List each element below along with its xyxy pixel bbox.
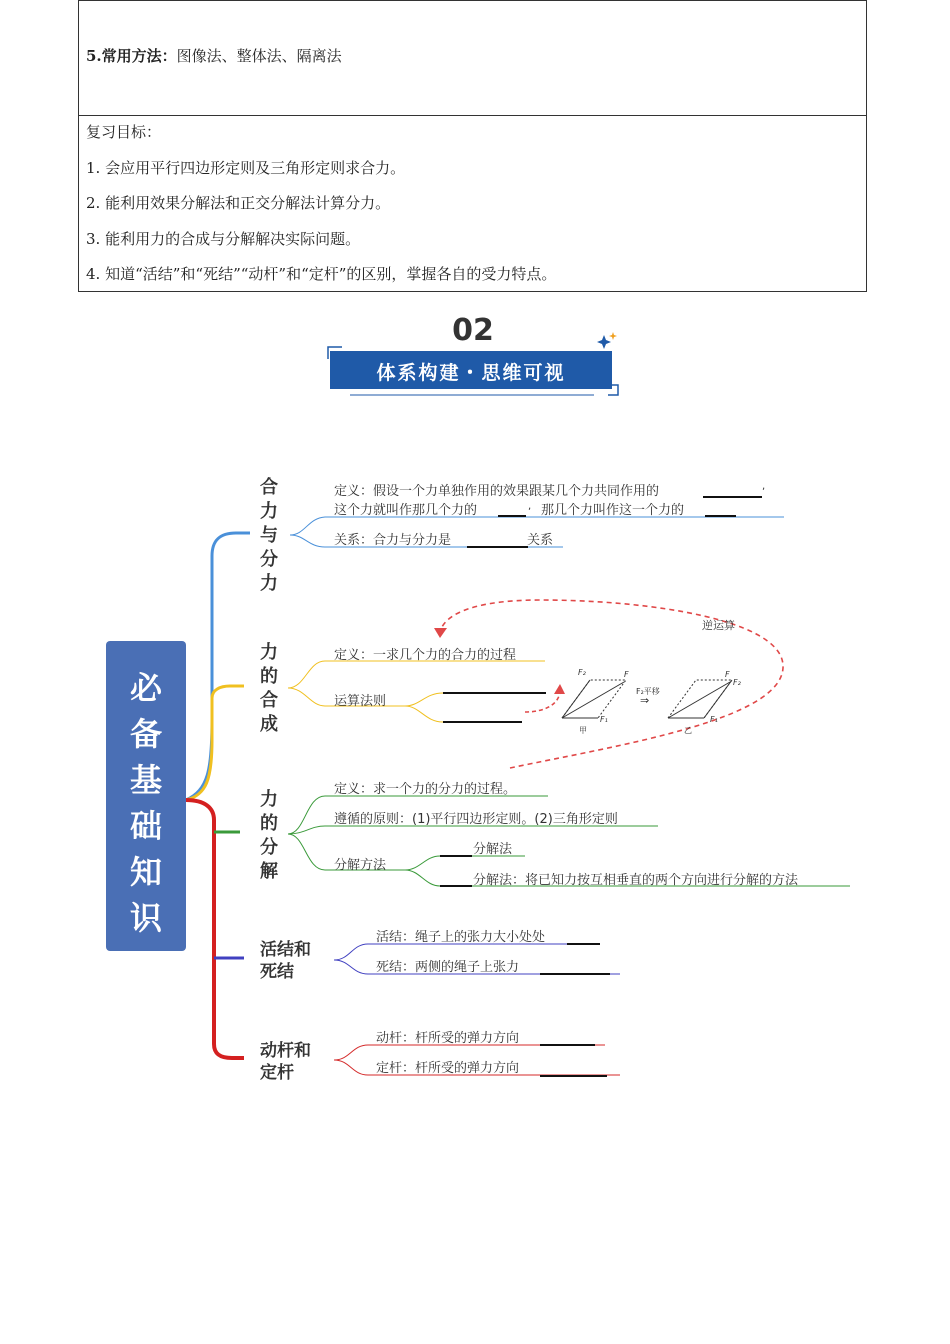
goal-item-1: 1. 会应用平行四边形定则及三角形定则求合力。: [86, 159, 406, 177]
root-char-2: 备: [129, 715, 162, 753]
b1-def-line2-sep: ,: [528, 501, 532, 512]
root-char-1: 必: [129, 669, 162, 707]
trunk-yellow: [186, 686, 244, 800]
method-value: 图像法、整体法、隔离法: [176, 47, 342, 65]
b1-def-line1-tail: ,: [762, 481, 766, 492]
diag-label-jia: 甲: [579, 726, 587, 735]
section-number: 02: [452, 313, 494, 348]
goal-item-3: 3. 能利用力的合成与分解解决实际问题。: [86, 230, 361, 248]
branch4-title: 活结和 死结: [260, 940, 311, 982]
branch2-title: 力 的 合 成: [260, 642, 278, 735]
method-label: 5.常用方法：: [86, 47, 177, 65]
b4-item2: 死结：两侧的绳子上张力: [376, 960, 520, 975]
diag-label-f-b: F: [725, 670, 730, 679]
b2-inverse-label: 逆运算: [702, 619, 735, 632]
branch3-title: 力 的 分 解: [260, 789, 278, 882]
branch5-title: 动杆和 定杆: [260, 1041, 311, 1083]
root-char-6: 识: [129, 899, 162, 937]
b2-rule-label: 运算法则: [334, 694, 387, 709]
root-char-4: 础: [129, 807, 162, 845]
mindmap-root: [106, 641, 186, 951]
diag-label-yi: 乙: [684, 726, 692, 735]
goal-item-2: 2. 能利用效果分解法和正交分解法计算分力。: [86, 194, 391, 212]
diag-label-f1: F₁: [600, 715, 608, 724]
arrowhead-small-icon: [554, 684, 565, 694]
b2-definition: 定义：一求几个力的合力的过程: [334, 648, 517, 663]
root-char-5: 知: [129, 853, 162, 891]
diag-label-f1-b: F₁: [710, 715, 718, 724]
b3-method2: 分解法：将已知力按互相垂直的两个方向进行分解的方法: [473, 873, 799, 888]
arrowhead-icon: [434, 628, 447, 638]
b1-def-line1: 定义：假设一个力单独作用的效果跟某几个力共同作用的: [334, 484, 660, 499]
section-title: 体系构建・思维可视: [376, 362, 566, 384]
b1-def-line2a: 这个力就叫作那几个力的: [334, 503, 478, 518]
b3-principle: 遵循的原则：(1)平行四边形定则。(2)三角形定则: [334, 812, 618, 827]
section-banner: [322, 315, 624, 399]
diag-label-f2: F₂: [578, 668, 586, 677]
b3-method-label: 分解方法: [334, 858, 387, 873]
diag-label-f: F: [624, 670, 629, 679]
diag-label-f2-b: F₂: [733, 678, 741, 687]
b5-item2: 定杆：杆所受的弹力方向: [376, 1061, 520, 1076]
diag-label-translate: F₂平移: [636, 687, 660, 696]
branch1-title: 合 力 与 分 力: [260, 477, 278, 594]
diagram-jia: [562, 680, 626, 718]
b1-relation-a: 关系：合力与分力是: [334, 533, 452, 548]
goal-item-4: 4. 知道“活结”和“死结”“动杆”和“定杆”的区别，掌握各自的受力特点。: [86, 265, 557, 283]
b1-def-line2b: 那几个力叫作这一个力的: [541, 503, 685, 518]
root-char-3: 基: [129, 761, 162, 799]
b3-method1: 分解法: [473, 842, 513, 857]
trunk-red: [186, 800, 244, 1058]
goals-heading: 复习目标：: [86, 123, 162, 141]
method-line: [86, 45, 342, 66]
trunk-blue: [186, 533, 250, 800]
b4-item1: 活结：绳子上的张力大小处处: [376, 930, 546, 945]
diag-label-arrow: ⇒: [640, 694, 650, 707]
b5-item1: 动杆：杆所受的弹力方向: [376, 1031, 520, 1046]
rule-arrow: [525, 690, 560, 712]
diagram-yi: [668, 680, 732, 718]
b1-relation-b: 关系: [527, 533, 554, 548]
b3-definition: 定义：求一个力的分力的过程。: [334, 782, 517, 797]
